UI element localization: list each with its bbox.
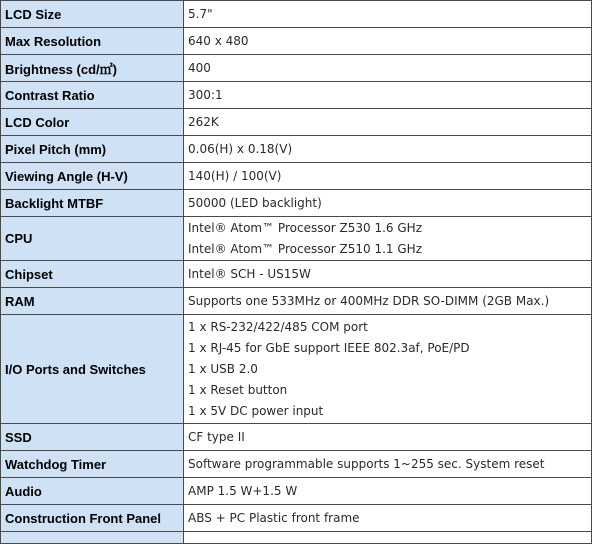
spec-label: Pixel Pitch (mm) [1, 136, 184, 163]
spec-value-line: 262K [188, 114, 219, 129]
spec-label: Brightness (cd/㎡) [1, 55, 184, 82]
spec-value [184, 109, 592, 136]
spec-row-contrast-ratio [1, 82, 592, 109]
spec-value [184, 288, 592, 315]
spec-label: SSD [1, 424, 184, 451]
spec-label: Contrast Ratio [1, 82, 184, 109]
spec-value-line: Supports one 533MHz or 400MHz DDR SO-DIMM (2GB Max.) [188, 293, 550, 308]
spec-row-brightness [1, 55, 592, 82]
spec-value [184, 261, 592, 288]
spec-value [184, 136, 592, 163]
spec-value [184, 1, 592, 28]
spec-value-line: 0.06(H) x 0.18(V) [188, 141, 293, 156]
spec-value [184, 55, 592, 82]
spec-row-construction-front-panel [1, 505, 592, 532]
spec-label: Chipset [1, 261, 184, 288]
spec-row-ssd [1, 424, 592, 451]
spec-label: Max Resolution [1, 28, 184, 55]
spec-row-max-resolution [1, 28, 592, 55]
spec-label: Audio [1, 478, 184, 505]
spec-row-audio [1, 478, 592, 505]
spec-row-backlight-mtbf [1, 190, 592, 217]
spec-value [184, 28, 592, 55]
spec-label-empty [1, 532, 184, 544]
spec-value-line: Software programmable supports 1~255 sec. System reset [188, 456, 545, 471]
spec-row-io-ports [1, 315, 592, 424]
spec-label: Construction Front Panel [1, 505, 184, 532]
spec-label: I/O Ports and Switches [1, 315, 184, 424]
spec-label: LCD Color [1, 109, 184, 136]
spec-value-line: CF type II [188, 429, 245, 444]
spec-value-line: Intel® Atom™ Processor Z530 1.6 GHz [188, 220, 422, 235]
spec-value-line: 1 x Reset button [188, 382, 288, 397]
spec-label: CPU [1, 217, 184, 261]
spec-value-empty [184, 532, 592, 544]
spec-value-line: 1 x USB 2.0 [188, 361, 258, 376]
spec-value-line: AMP 1.5 W+1.5 W [188, 483, 298, 498]
spec-value-line: ABS + PC Plastic front frame [188, 510, 360, 525]
spec-row-cut-off [1, 532, 592, 544]
spec-row-ram [1, 288, 592, 315]
spec-value-line: 1 x RS-232/422/485 COM port [188, 319, 368, 334]
spec-value [184, 163, 592, 190]
spec-value [184, 424, 592, 451]
spec-value-line: 400 [188, 60, 211, 75]
spec-value [184, 217, 592, 261]
spec-value-line: 1 x 5V DC power input [188, 403, 324, 418]
spec-value [184, 82, 592, 109]
spec-row-lcd-color [1, 109, 592, 136]
spec-value [184, 505, 592, 532]
spec-label: LCD Size [1, 1, 184, 28]
spec-value [184, 190, 592, 217]
spec-value-line: 1 x RJ-45 for GbE support IEEE 802.3af, PoE/PD [188, 340, 470, 355]
spec-row-cpu [1, 217, 592, 261]
spec-value [184, 478, 592, 505]
spec-value [184, 315, 592, 424]
spec-row-pixel-pitch [1, 136, 592, 163]
spec-value-line: 50000 (LED backlight) [188, 195, 322, 210]
spec-label: RAM [1, 288, 184, 315]
spec-value-line: Intel® SCH - US15W [188, 266, 311, 281]
spec-row-watchdog-timer [1, 451, 592, 478]
spec-row-chipset [1, 261, 592, 288]
spec-value-line: 140(H) / 100(V) [188, 168, 282, 183]
spec-value-line: Intel® Atom™ Processor Z510 1.1 GHz [188, 241, 422, 256]
spec-value-line: 640 x 480 [188, 33, 249, 48]
spec-value-line: 5.7" [188, 6, 213, 21]
spec-row-lcd-size [1, 1, 592, 28]
spec-label: Viewing Angle (H-V) [1, 163, 184, 190]
spec-label: Watchdog Timer [1, 451, 184, 478]
spec-row-viewing-angle [1, 163, 592, 190]
spec-value [184, 451, 592, 478]
spec-label: Backlight MTBF [1, 190, 184, 217]
spec-value-line: 300:1 [188, 87, 223, 102]
